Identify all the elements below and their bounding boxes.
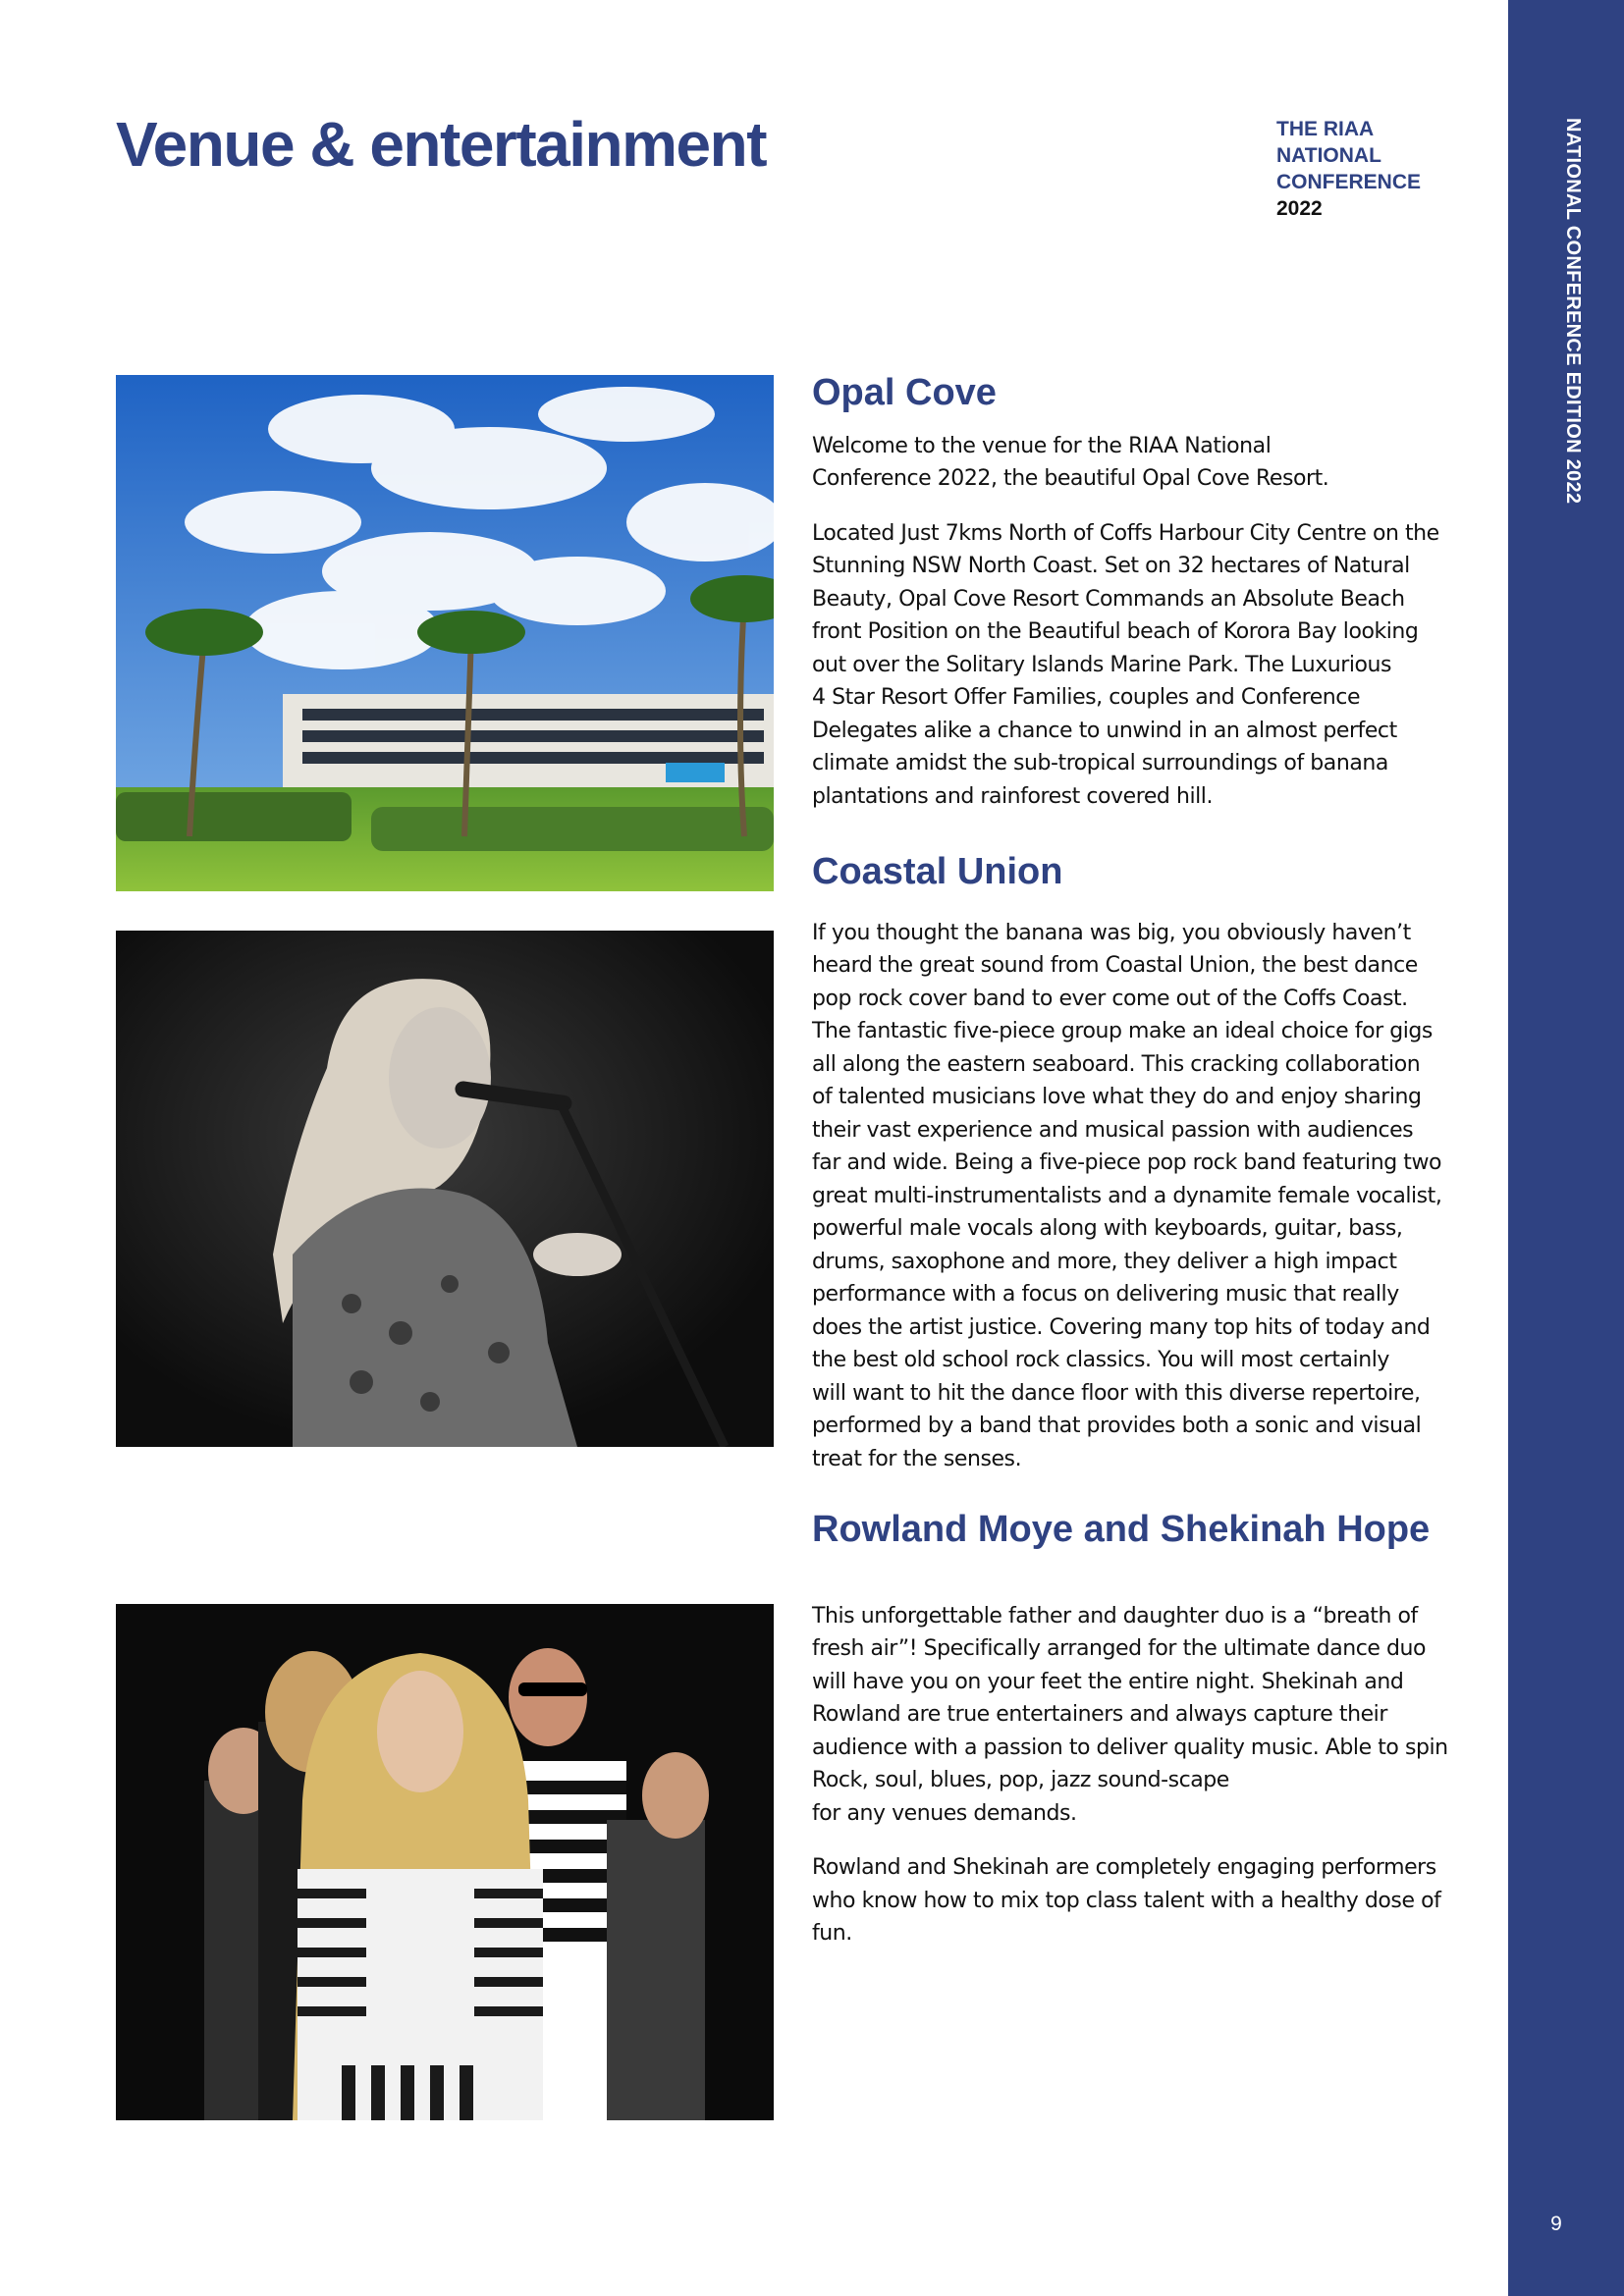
section-rowland-shekinah: [812, 1508, 1480, 1950]
section-paragraph: Rowland and Shekinah are completely engaging performers who know how to mix top class talent with a healthy dose of fun.: [812, 1855, 1441, 1947]
section-coastal-union: [812, 850, 1480, 1475]
section-paragraph: Welcome to the venue for the RIAA National Conference 2022, the beautiful Opal Cove Resort.: [812, 433, 1329, 492]
coastal-union-singer-photo: [116, 931, 774, 1447]
conference-label: [1276, 116, 1421, 222]
section-title: Opal Cove: [812, 372, 997, 413]
opal-cove-resort-photo: [116, 375, 774, 891]
page-number: 9: [1550, 2213, 1562, 2235]
page-title: Venue & entertainment: [116, 109, 766, 180]
conference-line: CONFERENCE: [1276, 171, 1422, 193]
band-group-photo: [116, 1604, 774, 2120]
section-opal-cove: [812, 371, 1480, 813]
section-paragraph: This unforgettable father and daughter duo is a “breath of fresh air”! Specifically arranged for the ultimate dance duo will have you on your feet the entire night. Shekinah and Rowland are true entertainers and always capture their audience with a passion to deliver quality music. Able to spin Rock, soul, blues, pop, jazz sound-scape for any venues demands.: [812, 1603, 1448, 1826]
section-paragraph: Located Just 7kms North of Coffs Harbour City Centre on the Stunning NSW North Coast. Set on 32 hectares of Natural Beauty, Opal Cove Resort Commands an Absolute Beach front Position on the Beautiful beach of Korora Bay looking out over the Solitary Islands Marine Park. The Luxurious 4 Star Resort Offer Families, couples and Conference Delegates alike a chance to unwind in an almost perfect climate amidst the sub-tropical surroundings of banana plantations and rainforest covered hill.: [812, 520, 1439, 809]
conference-line: NATIONAL: [1276, 144, 1381, 167]
section-paragraph: If you thought the banana was big, you obviously haven’t heard the great sound from Coastal Union, the best dance pop rock cover band to ever come out of the Coffs Coast. The fantastic five-piece group make an ideal choice for gigs all along the eastern seaboard. This cracking collaboration of talented musicians love what they do and enjoy sharing their vast experience and musical passion with audiences far and wide. Being a five-piece pop rock band featuring two great multi-instrumentalists and a dynamite female vocalist, powerful male vocals along with keyboards, guitar, bass, drums, saxophone and more, they deliver a high impact performance with a focus on delivering music that really does the artist justice. Covering many top hits of today and the best old school rock classics. You will most certainly will want to hit the dance floor with this diverse repertoire, performed by a band that provides both a sonic and visual treat for the senses.: [812, 920, 1442, 1471]
conference-year: 2022: [1276, 197, 1323, 220]
section-title: Coastal Union: [812, 851, 1063, 892]
edition-label: NATIONAL CONFERENCE EDITION 2022: [1562, 118, 1584, 505]
section-title: Rowland Moye and Shekinah Hope: [812, 1509, 1431, 1550]
conference-line: THE RIAA: [1276, 118, 1375, 140]
